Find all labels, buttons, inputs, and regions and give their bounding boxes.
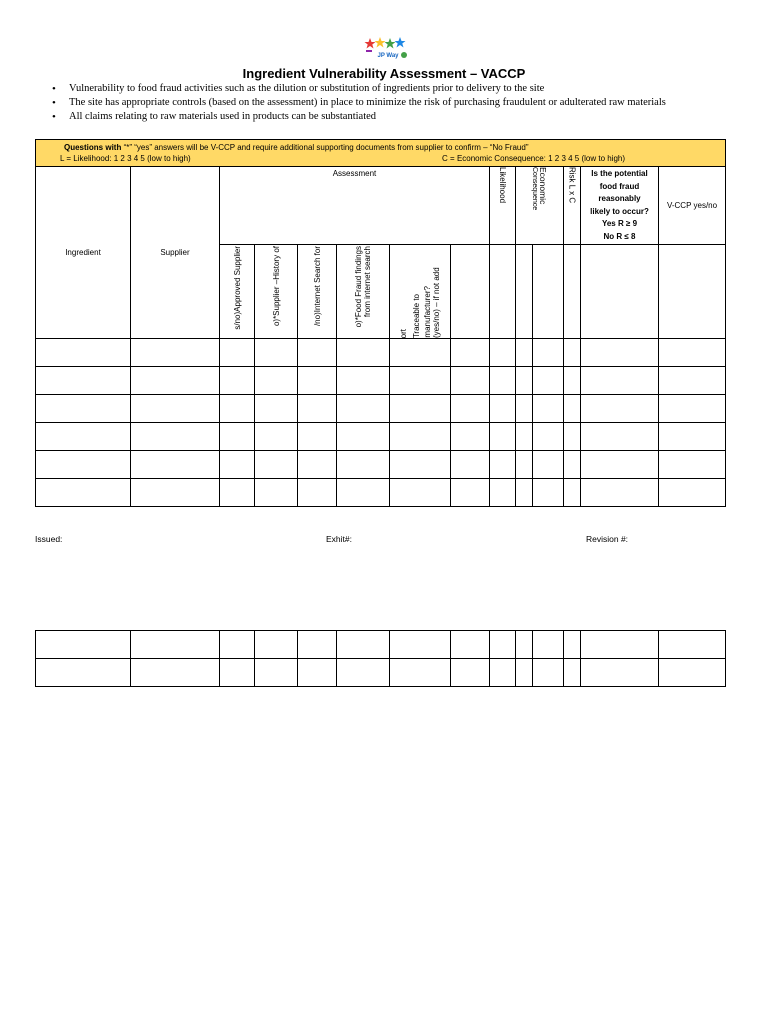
potential-line: likely to occur? <box>590 206 649 216</box>
potential-line: reasonably <box>598 194 641 203</box>
cell[interactable] <box>390 339 451 367</box>
cell[interactable] <box>581 659 659 687</box>
bullet-list <box>50 82 666 124</box>
cell[interactable] <box>451 659 490 687</box>
continuation-table <box>35 630 726 687</box>
cell[interactable] <box>659 631 726 659</box>
cell[interactable] <box>516 339 533 367</box>
rot-label: /no)Internet Search for <box>312 246 322 327</box>
likelihood-label: Likelihood <box>498 167 507 204</box>
cell-ingredient[interactable] <box>36 659 131 687</box>
cell[interactable] <box>337 367 390 395</box>
cell-ingredient[interactable] <box>36 479 131 507</box>
cell[interactable] <box>533 659 564 687</box>
cell[interactable] <box>255 339 298 367</box>
cell[interactable] <box>337 451 390 479</box>
cell[interactable] <box>337 339 390 367</box>
cell[interactable] <box>564 659 581 687</box>
cell-supplier[interactable] <box>131 659 220 687</box>
cell[interactable] <box>298 423 337 451</box>
cell[interactable] <box>255 395 298 423</box>
cell[interactable] <box>220 339 255 367</box>
rot-label: manufacturer? <box>423 286 432 338</box>
header-blank <box>451 245 490 339</box>
potential-line: food fraud <box>599 181 640 191</box>
cell[interactable] <box>220 423 255 451</box>
issued-label: Issued: <box>35 534 63 544</box>
cell[interactable] <box>659 479 726 507</box>
cell[interactable] <box>659 423 726 451</box>
cell[interactable] <box>581 339 659 367</box>
cell[interactable] <box>659 339 726 367</box>
cell[interactable] <box>564 631 581 659</box>
header-blank <box>533 245 564 339</box>
header-assessment: Assessment <box>220 167 490 245</box>
cell[interactable] <box>298 451 337 479</box>
cell[interactable] <box>516 395 533 423</box>
cell[interactable] <box>337 631 390 659</box>
cell-ingredient[interactable] <box>36 451 131 479</box>
cell[interactable] <box>220 479 255 507</box>
cell[interactable] <box>451 451 490 479</box>
cell-supplier[interactable] <box>131 367 220 395</box>
cell-ingredient[interactable] <box>36 423 131 451</box>
cell[interactable] <box>255 451 298 479</box>
potential-line: No R ≤ 8 <box>603 231 636 241</box>
header-supplier-history <box>255 245 298 339</box>
cell-supplier[interactable] <box>131 395 220 423</box>
cell[interactable] <box>298 339 337 367</box>
cell[interactable] <box>220 451 255 479</box>
cell[interactable] <box>533 479 564 507</box>
cell[interactable] <box>516 479 533 507</box>
cell[interactable] <box>581 451 659 479</box>
cell[interactable] <box>298 479 337 507</box>
rot-label: (yes/no) – if not add <box>432 267 441 338</box>
header-vccp: V-CCP yes/no <box>659 167 726 245</box>
cell[interactable] <box>490 631 516 659</box>
cell[interactable] <box>564 395 581 423</box>
cell[interactable] <box>564 479 581 507</box>
consequence-label: Consequence <box>531 167 538 211</box>
cell[interactable] <box>451 339 490 367</box>
cell[interactable] <box>490 479 516 507</box>
logo-text: JP Way <box>377 53 399 59</box>
cell[interactable] <box>298 631 337 659</box>
cell[interactable] <box>390 659 451 687</box>
cell[interactable] <box>255 479 298 507</box>
rot-label: Traceable to <box>412 293 421 338</box>
cell[interactable] <box>490 339 516 367</box>
header-blank <box>516 245 533 339</box>
header-traceable <box>390 245 451 339</box>
cell[interactable] <box>564 367 581 395</box>
cell-ingredient[interactable] <box>36 631 131 659</box>
table-row <box>36 451 726 479</box>
cell[interactable] <box>390 631 451 659</box>
cell-supplier[interactable] <box>131 339 220 367</box>
rot-label: ort <box>399 328 408 338</box>
cell-ingredient[interactable] <box>36 367 131 395</box>
cell[interactable] <box>564 339 581 367</box>
cell[interactable] <box>255 659 298 687</box>
risk-label: Risk L x C <box>567 167 577 204</box>
cell[interactable] <box>220 395 255 423</box>
header-blank <box>581 245 659 339</box>
cell[interactable] <box>516 451 533 479</box>
questions-prefix: Questions with <box>64 143 122 152</box>
potential-line: Yes R ≥ 9 <box>601 219 638 228</box>
cell[interactable] <box>516 423 533 451</box>
cell[interactable] <box>255 631 298 659</box>
table-row <box>36 339 726 367</box>
cell[interactable] <box>490 659 516 687</box>
rot-label: o)*Supplier –History of <box>271 246 281 327</box>
cell-supplier[interactable] <box>131 631 220 659</box>
cell[interactable] <box>533 451 564 479</box>
cell-supplier[interactable] <box>131 451 220 479</box>
cell[interactable] <box>390 395 451 423</box>
cell[interactable] <box>516 631 533 659</box>
cell[interactable] <box>337 395 390 423</box>
header-internet-search <box>298 245 337 339</box>
cell[interactable] <box>220 367 255 395</box>
rot-label: o)*Food Fraud findings <box>354 246 363 328</box>
cell[interactable] <box>337 423 390 451</box>
cell[interactable] <box>255 423 298 451</box>
likelihood-scale: L = Likelihood: 1 2 3 4 5 (low to high) <box>60 154 191 163</box>
cell[interactable] <box>564 451 581 479</box>
cell[interactable] <box>451 395 490 423</box>
cell[interactable] <box>533 631 564 659</box>
table-row <box>36 423 726 451</box>
cell[interactable] <box>490 451 516 479</box>
assessment-table <box>35 139 726 507</box>
header-potential-fraud <box>581 167 659 245</box>
cell[interactable] <box>564 423 581 451</box>
cell[interactable] <box>390 451 451 479</box>
cell[interactable] <box>451 479 490 507</box>
cell[interactable] <box>490 423 516 451</box>
header-blank <box>659 245 726 339</box>
cell[interactable] <box>390 367 451 395</box>
bullet-item: • All claims relating to raw materials used in products can be substantiated <box>50 110 666 124</box>
questions-text: “*” “yes” answers will be V-CCP and require additional supporting documents from supplier to confirm – “No Fraud” <box>121 143 529 152</box>
cell-ingredient[interactable] <box>36 395 131 423</box>
header-fraud-findings <box>337 245 390 339</box>
cell[interactable] <box>533 367 564 395</box>
cell[interactable] <box>659 367 726 395</box>
questions-legend <box>36 140 726 167</box>
header-ingredient: Ingredient <box>36 167 131 339</box>
cell[interactable] <box>581 367 659 395</box>
cell[interactable] <box>490 367 516 395</box>
revision-label: Revision #: <box>586 534 629 544</box>
header-likelihood <box>490 167 516 245</box>
cell[interactable] <box>451 423 490 451</box>
table-row <box>36 367 726 395</box>
cell[interactable] <box>659 395 726 423</box>
potential-line: Is the potential <box>591 169 648 178</box>
bullet-item: • Vulnerability to food fraud activities such as the dilution or substitution of ingredients prior to delivery to the site <box>50 82 666 96</box>
table-row <box>36 631 726 659</box>
cell[interactable] <box>298 395 337 423</box>
cell[interactable] <box>516 367 533 395</box>
cell[interactable] <box>390 479 451 507</box>
cell[interactable] <box>659 451 726 479</box>
cell-supplier[interactable] <box>131 423 220 451</box>
cell-ingredient[interactable] <box>36 339 131 367</box>
header-risk <box>564 167 581 245</box>
cell[interactable] <box>298 659 337 687</box>
cell[interactable] <box>490 395 516 423</box>
bullet-item: • The site has appropriate controls (based on the assessment) in place to minimize the risk of purchasing fraudulent or adulterated raw materials <box>50 96 666 110</box>
header-approved-supplier <box>220 245 255 339</box>
cell[interactable] <box>581 423 659 451</box>
page-title: Ingredient Vulnerability Assessment – VACCP <box>242 66 526 81</box>
jp-way-logo <box>364 36 410 60</box>
cell[interactable] <box>220 659 255 687</box>
table-row <box>36 395 726 423</box>
cell[interactable] <box>581 631 659 659</box>
cell[interactable] <box>337 479 390 507</box>
header-economic-consequence <box>516 167 564 245</box>
cell[interactable] <box>451 367 490 395</box>
cell[interactable] <box>255 367 298 395</box>
rot-label: s/no)Approved Supplier <box>232 246 242 330</box>
header-supplier: Supplier <box>131 167 220 339</box>
cell[interactable] <box>533 339 564 367</box>
cell[interactable] <box>533 423 564 451</box>
table-row <box>36 479 726 507</box>
cell[interactable] <box>220 631 255 659</box>
header-blank <box>564 245 581 339</box>
cell[interactable] <box>337 659 390 687</box>
cell[interactable] <box>533 395 564 423</box>
cell[interactable] <box>390 423 451 451</box>
cell[interactable] <box>516 659 533 687</box>
cell[interactable] <box>581 479 659 507</box>
table-row <box>36 659 726 687</box>
economic-label: Economic <box>538 167 548 205</box>
exhibit-label: Exhit#: <box>326 534 352 544</box>
rot-label: from internet search <box>363 246 372 318</box>
cell[interactable] <box>581 395 659 423</box>
cell-supplier[interactable] <box>131 479 220 507</box>
cell[interactable] <box>298 367 337 395</box>
header-blank <box>490 245 516 339</box>
cell[interactable] <box>451 631 490 659</box>
cell[interactable] <box>659 659 726 687</box>
consequence-scale: C = Economic Consequence: 1 2 3 4 5 (low to high) <box>442 154 626 163</box>
